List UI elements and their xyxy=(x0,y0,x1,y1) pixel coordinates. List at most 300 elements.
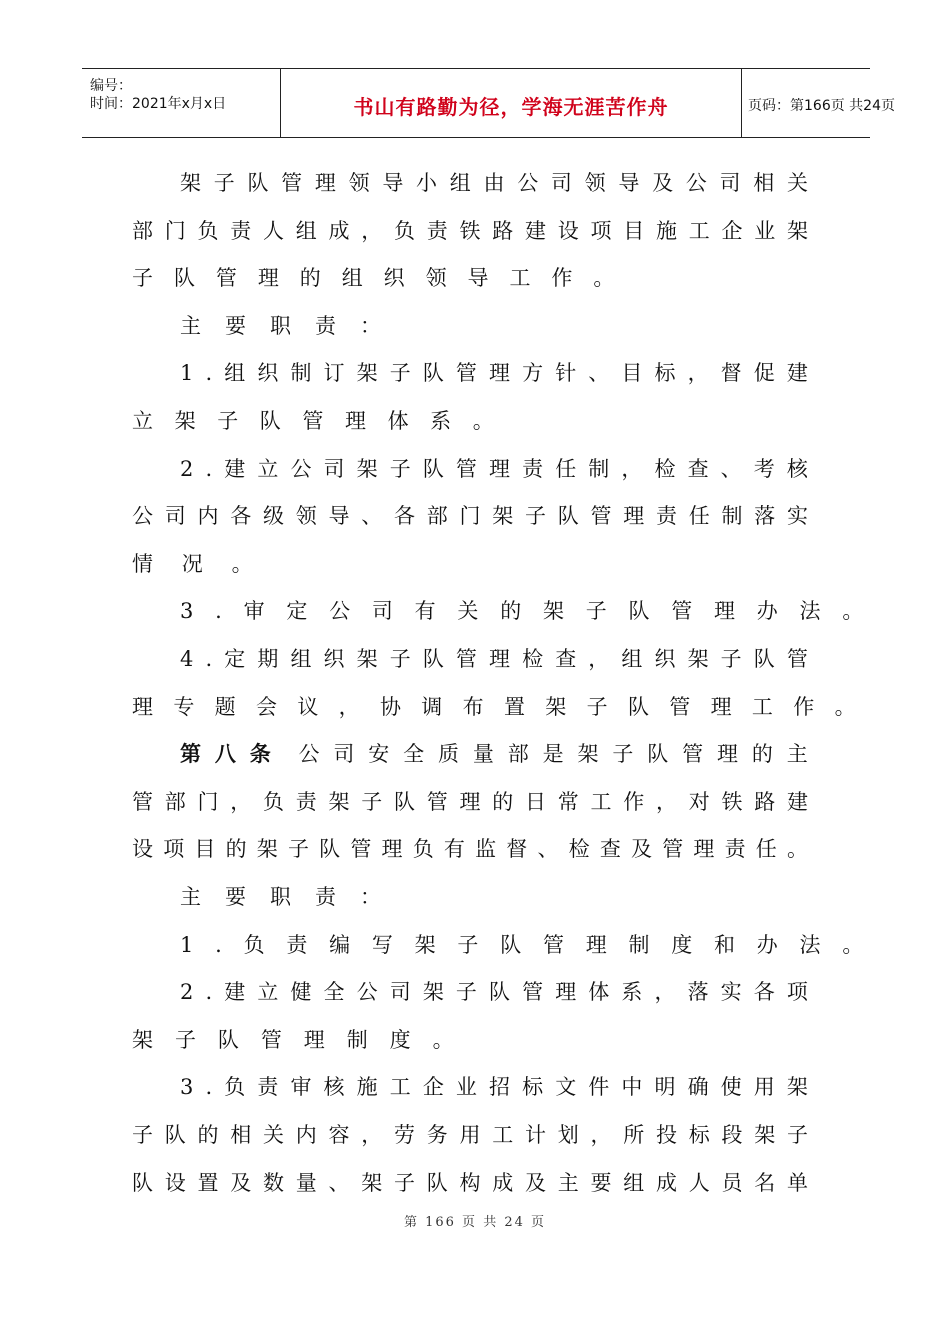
header-page-cell xyxy=(742,69,895,137)
text-char: 办 xyxy=(756,599,778,624)
text-char: 队 xyxy=(217,1027,239,1052)
text-char: 理 xyxy=(717,742,738,767)
text-char: 理 xyxy=(714,599,736,624)
text-char: 司 xyxy=(164,504,186,529)
text-char: . xyxy=(205,980,213,1005)
text-char: 文 xyxy=(555,1075,577,1100)
text-char: 织 xyxy=(323,647,345,671)
text-char: 标 xyxy=(522,1075,544,1100)
text-char: 理 xyxy=(344,409,366,433)
text-char: 组 xyxy=(290,647,312,671)
text-char: 导 xyxy=(467,266,489,291)
text-char: 部 xyxy=(507,742,529,767)
text-char: 立 xyxy=(257,456,279,481)
text-char: 部 xyxy=(132,218,153,243)
text-char: 队 xyxy=(422,361,444,386)
text-char: 子 xyxy=(612,742,634,767)
text-char: 目 xyxy=(621,361,643,386)
text-char: 管 xyxy=(215,266,237,291)
text-line-content xyxy=(132,406,494,436)
text-char: 织 xyxy=(654,647,676,671)
text-line-content xyxy=(132,1168,808,1198)
text-char: ： xyxy=(360,885,381,909)
document-date-label: 时间：2021年x月x日 xyxy=(90,96,227,112)
text-char: 项 xyxy=(590,218,612,243)
text-char: 理 xyxy=(489,456,510,481)
text-line-content xyxy=(132,692,856,722)
text-char: 理 xyxy=(489,647,510,671)
text-char: 务 xyxy=(426,1123,448,1147)
text-char: 常 xyxy=(557,789,579,814)
text-line-content xyxy=(180,358,808,388)
text-char: 健 xyxy=(290,980,312,1005)
text-char: 全 xyxy=(403,742,425,767)
text-char: 公 xyxy=(132,504,153,529)
text-char: 子 xyxy=(455,980,477,1005)
text-char: 队 xyxy=(753,647,775,671)
text-char: 的 xyxy=(299,266,321,291)
text-line-content xyxy=(180,596,863,626)
text-char: 及 xyxy=(525,1170,546,1195)
text-char: 理 xyxy=(303,1027,325,1052)
text-char: 置 xyxy=(197,1170,219,1195)
text-line-content xyxy=(132,787,808,817)
text-char: 子 xyxy=(213,171,235,195)
text-char: 所 xyxy=(623,1123,645,1147)
text-char: 理 xyxy=(132,694,153,719)
text-line xyxy=(0,263,950,293)
text-char: 责 xyxy=(426,218,448,243)
text-char: 。 xyxy=(842,599,864,624)
text-char: 铁 xyxy=(721,789,743,814)
text-char: 责 xyxy=(656,504,677,529)
text-char: 任 xyxy=(688,504,710,529)
text-char: 门 xyxy=(459,504,481,529)
text-char: 级 xyxy=(263,504,284,529)
text-char: 工 xyxy=(751,694,773,719)
text-char: 项 xyxy=(786,980,808,1005)
text-char: 理 xyxy=(693,837,715,862)
text-char: 1 xyxy=(180,361,194,386)
text-char: 。 xyxy=(786,837,808,862)
text-char: 责 xyxy=(315,313,336,338)
text-char: 。 xyxy=(472,409,494,433)
text-line-content xyxy=(132,501,808,531)
text-char: 制 xyxy=(290,361,312,386)
text-char: 要 xyxy=(225,313,246,338)
header-page-info: 页码：第166页 共24页 xyxy=(748,98,895,114)
text-line xyxy=(0,454,950,484)
text-line xyxy=(0,1072,950,1102)
text-char: 体 xyxy=(387,409,409,433)
text-char: 负 xyxy=(243,932,265,957)
text-char: 管 xyxy=(455,361,477,386)
text-char: 领 xyxy=(425,266,447,291)
text-line xyxy=(0,406,950,436)
text-char: 管 xyxy=(260,1027,282,1052)
text-char: 设 xyxy=(557,218,579,243)
text-char: 的 xyxy=(500,599,522,624)
text-char: 理 xyxy=(257,266,279,291)
text-char: 日 xyxy=(525,789,546,814)
text-char: 理 xyxy=(314,171,336,195)
text-char: 件 xyxy=(588,1075,610,1100)
text-char: 组 xyxy=(621,647,643,671)
text-char: 题 xyxy=(214,694,236,719)
text-char: 对 xyxy=(688,789,710,814)
text-char: 专 xyxy=(173,694,195,719)
text-char: 订 xyxy=(323,361,345,386)
text-char: 及 xyxy=(230,1170,252,1195)
text-char: 促 xyxy=(753,361,775,386)
text-char: 公 xyxy=(685,171,707,195)
text-char: 部 xyxy=(164,789,186,814)
text-char: 架 xyxy=(132,1027,153,1052)
text-char: 制 xyxy=(721,504,743,529)
text-char: 期 xyxy=(257,647,279,671)
text-line xyxy=(0,1120,950,1150)
text-char: 查 xyxy=(555,647,577,671)
text-char: 关 xyxy=(457,599,479,624)
text-char: 质 xyxy=(438,742,459,767)
text-char: 责 xyxy=(257,1075,279,1100)
text-line xyxy=(0,358,950,388)
text-char: 招 xyxy=(489,1075,510,1100)
text-char: . xyxy=(215,599,222,624)
text-char: 针 xyxy=(555,361,577,386)
text-char: 架 xyxy=(577,742,599,767)
text-char: 架 xyxy=(356,456,378,481)
text-char: 名 xyxy=(754,1170,776,1195)
text-line xyxy=(0,977,950,1007)
text-char: 主 xyxy=(180,885,201,909)
text-char: 建 xyxy=(786,361,808,386)
text-char: 子 xyxy=(389,361,411,386)
text-char: 小 xyxy=(416,171,438,195)
text-char: 4 xyxy=(180,647,194,671)
text-char: 子 xyxy=(585,599,607,624)
text-char: 路 xyxy=(492,218,514,243)
text-char: 队 xyxy=(422,647,444,671)
text-char: 理 xyxy=(623,504,645,529)
text-char: 架 xyxy=(414,932,436,957)
text-char: 架 xyxy=(174,409,196,433)
text-char: 门 xyxy=(197,789,219,814)
text-char: . xyxy=(205,361,213,386)
motto-text: 书山有路勤为径，学海无涯苦作舟 xyxy=(353,95,669,119)
header-meta-cell xyxy=(82,69,281,137)
text-char: 队 xyxy=(394,789,415,814)
text-char: 导 xyxy=(618,171,640,195)
text-char: 织 xyxy=(383,266,405,291)
text-char: 设 xyxy=(132,837,153,862)
text-char: 管 xyxy=(281,171,303,195)
text-char: 子 xyxy=(457,932,479,957)
text-char: 、 xyxy=(537,837,559,862)
text-char: 队 xyxy=(426,1170,448,1195)
text-char: 负 xyxy=(197,218,219,243)
text-char: 管 xyxy=(132,789,153,814)
text-char: 投 xyxy=(656,1123,677,1147)
text-char: 职 xyxy=(270,313,291,338)
text-line-content xyxy=(180,882,381,912)
text-line xyxy=(0,644,950,674)
text-char: 公 xyxy=(356,980,378,1005)
text-char: 实 xyxy=(787,504,808,529)
text-line xyxy=(0,501,950,531)
text-char: 职 xyxy=(270,885,291,909)
text-char: 队 xyxy=(164,1123,186,1147)
text-char: 审 xyxy=(243,599,265,624)
text-line xyxy=(0,692,950,722)
text-line xyxy=(0,739,950,769)
text-char: 建 xyxy=(787,789,808,814)
text-char: 管 xyxy=(455,456,477,481)
text-char: 建 xyxy=(224,980,246,1005)
text-char: 工 xyxy=(509,266,531,291)
text-char: 责 xyxy=(724,837,746,862)
text-char: 安 xyxy=(368,742,390,767)
text-char: 人 xyxy=(263,218,284,243)
text-char: 队 xyxy=(557,504,579,529)
text-char: 各 xyxy=(394,504,415,529)
text-char: 理 xyxy=(585,932,607,957)
text-char: 作 xyxy=(623,789,645,814)
text-line-content xyxy=(180,168,808,198)
text-char: 管 xyxy=(786,647,808,671)
text-char: 检 xyxy=(522,647,544,671)
text-line xyxy=(0,216,950,246)
text-char: 管 xyxy=(426,789,448,814)
text-char: 督 xyxy=(506,837,528,862)
text-char: 子 xyxy=(389,647,411,671)
text-char: 组 xyxy=(449,171,471,195)
text-char: 制 xyxy=(628,932,650,957)
text-char: 组 xyxy=(341,266,363,291)
text-line-content xyxy=(180,977,808,1007)
text-char: 写 xyxy=(371,932,393,957)
text-char: 施 xyxy=(356,1075,378,1100)
text-line xyxy=(0,882,950,912)
text-char: 队 xyxy=(489,980,510,1005)
text-char: 系 xyxy=(430,409,452,433)
text-char: . xyxy=(205,456,213,481)
text-char: 领 xyxy=(584,171,606,195)
text-line-content xyxy=(132,1025,454,1055)
text-char: 架 xyxy=(328,789,350,814)
text-char: 有 xyxy=(443,837,465,862)
text-line-content xyxy=(180,644,808,674)
text-char: 八 xyxy=(214,741,236,767)
text-char: 架 xyxy=(542,599,564,624)
text-char: 实 xyxy=(720,980,742,1005)
text-char: 立 xyxy=(257,980,279,1005)
text-line-content xyxy=(132,263,614,293)
text-char: 管 xyxy=(522,980,544,1005)
text-char: 业 xyxy=(754,218,776,243)
text-char: 确 xyxy=(687,1075,709,1100)
text-char: 管 xyxy=(671,599,693,624)
text-char: 检 xyxy=(568,837,590,862)
text-char: 队 xyxy=(259,409,281,433)
text-char: 架 xyxy=(492,504,514,529)
text-char: 队 xyxy=(628,599,650,624)
text-char: 架 xyxy=(786,1075,808,1100)
text-char: 各 xyxy=(230,504,252,529)
text-char: 理 xyxy=(381,837,403,862)
text-char: 责 xyxy=(295,789,317,814)
text-char: ， xyxy=(338,694,360,719)
text-char: 1 xyxy=(180,932,194,957)
text-char: 目 xyxy=(194,837,216,862)
text-char: 队 xyxy=(500,932,522,957)
text-char: 责 xyxy=(286,932,308,957)
text-char: 负 xyxy=(394,218,415,243)
text-char: 。 xyxy=(432,1027,454,1052)
text-line xyxy=(0,930,950,960)
text-char: 系 xyxy=(621,980,643,1005)
text-char: 落 xyxy=(754,504,776,529)
text-char: 子 xyxy=(361,789,383,814)
text-char: 3 xyxy=(180,599,194,624)
text-char: 定 xyxy=(224,647,246,671)
text-char: 工 xyxy=(492,1123,514,1147)
text-char: 核 xyxy=(323,1075,345,1100)
text-char: 子 xyxy=(525,504,546,529)
text-char: 司 xyxy=(323,456,345,481)
text-char: 体 xyxy=(588,980,610,1005)
text-line-content xyxy=(180,930,863,960)
text-char: 。 xyxy=(231,551,253,576)
text-char: 责 xyxy=(315,885,336,909)
text-char: 子 xyxy=(720,647,742,671)
text-line xyxy=(0,549,950,579)
text-char: 要 xyxy=(590,1170,612,1195)
text-line-content xyxy=(132,834,808,864)
text-char: 架 xyxy=(180,171,201,195)
text-char: 负 xyxy=(412,837,434,862)
text-char: 度 xyxy=(671,932,693,957)
text-char: 劳 xyxy=(394,1123,415,1147)
text-char: 内 xyxy=(295,1123,317,1147)
text-char: 数 xyxy=(263,1170,284,1195)
text-char: 量 xyxy=(472,742,494,767)
text-char: 立 xyxy=(132,409,153,433)
text-char: ， xyxy=(656,789,677,814)
text-char: 架 xyxy=(356,361,378,386)
text-char: 、 xyxy=(720,456,742,481)
text-char: 架 xyxy=(687,647,709,671)
text-char: 协 xyxy=(379,694,401,719)
text-char: 部 xyxy=(426,504,448,529)
text-char: 由 xyxy=(483,171,505,195)
text-char: 理 xyxy=(459,789,481,814)
text-line-content xyxy=(180,454,808,484)
text-char: 理 xyxy=(710,694,732,719)
text-char: 队 xyxy=(319,837,341,862)
text-char: 子 xyxy=(132,266,153,291)
text-char: 成 xyxy=(656,1170,677,1195)
text-char: 队 xyxy=(247,171,269,195)
text-char: 。 xyxy=(842,932,864,957)
text-char: 关 xyxy=(263,1123,284,1147)
text-char: 目 xyxy=(623,218,645,243)
text-char: 导 xyxy=(328,504,350,529)
text-char: 的 xyxy=(751,742,773,767)
text-char: 子 xyxy=(389,456,411,481)
text-char: 、 xyxy=(361,504,383,529)
text-char: 监 xyxy=(475,837,497,862)
text-char: 工 xyxy=(590,789,612,814)
text-char: 人 xyxy=(688,1170,710,1195)
text-char: 管 xyxy=(542,932,564,957)
text-char: 企 xyxy=(721,218,743,243)
text-line xyxy=(0,834,950,864)
text-char: 核 xyxy=(786,456,808,481)
text-char: 公 xyxy=(329,599,351,624)
text-char: 公 xyxy=(517,171,539,195)
text-char: 及 xyxy=(631,837,652,862)
text-char: 是 xyxy=(542,742,564,767)
text-line-content xyxy=(180,311,381,341)
text-char: 架 xyxy=(754,1123,776,1147)
text-char: 司 xyxy=(333,742,355,767)
text-char: 构 xyxy=(459,1170,481,1195)
text-char: 组 xyxy=(295,218,317,243)
text-char: 架 xyxy=(356,647,378,671)
text-char: 管 xyxy=(350,837,372,862)
text-char: 设 xyxy=(164,1170,186,1195)
text-char: 队 xyxy=(422,456,444,481)
text-char: 量 xyxy=(295,1170,317,1195)
text-char: 领 xyxy=(295,504,317,529)
text-char: 子 xyxy=(287,837,309,862)
text-char: 成 xyxy=(492,1170,514,1195)
text-char: 会 xyxy=(255,694,277,719)
text-char: 施 xyxy=(656,218,677,243)
text-char: 管 xyxy=(455,647,477,671)
text-char: 检 xyxy=(654,456,676,481)
text-char: ， xyxy=(588,647,610,671)
text-char: . xyxy=(205,1075,213,1100)
text-char: 司 xyxy=(371,599,393,624)
text-line-content xyxy=(132,549,253,579)
text-char: 标 xyxy=(688,1123,710,1147)
text-char: ， xyxy=(654,980,676,1005)
text-char: 主 xyxy=(180,313,201,338)
text-char: 门 xyxy=(164,218,186,243)
text-char: 计 xyxy=(525,1123,546,1147)
text-char: 子 xyxy=(586,694,608,719)
text-char: 公 xyxy=(290,456,312,481)
text-char: 企 xyxy=(422,1075,444,1100)
text-char: 用 xyxy=(753,1075,775,1100)
text-char: 和 xyxy=(714,932,736,957)
text-char: 督 xyxy=(720,361,742,386)
header-motto-cell xyxy=(281,69,742,137)
text-char: 方 xyxy=(522,361,544,386)
text-char: 审 xyxy=(290,1075,312,1100)
text-char: 业 xyxy=(455,1075,477,1100)
text-char: 定 xyxy=(286,599,308,624)
text-line xyxy=(0,596,950,626)
text-line xyxy=(0,1025,950,1055)
text-line-content xyxy=(132,216,808,246)
text-char: 员 xyxy=(721,1170,743,1195)
text-line-content xyxy=(180,739,808,769)
text-char: 置 xyxy=(503,694,525,719)
text-line xyxy=(0,311,950,341)
